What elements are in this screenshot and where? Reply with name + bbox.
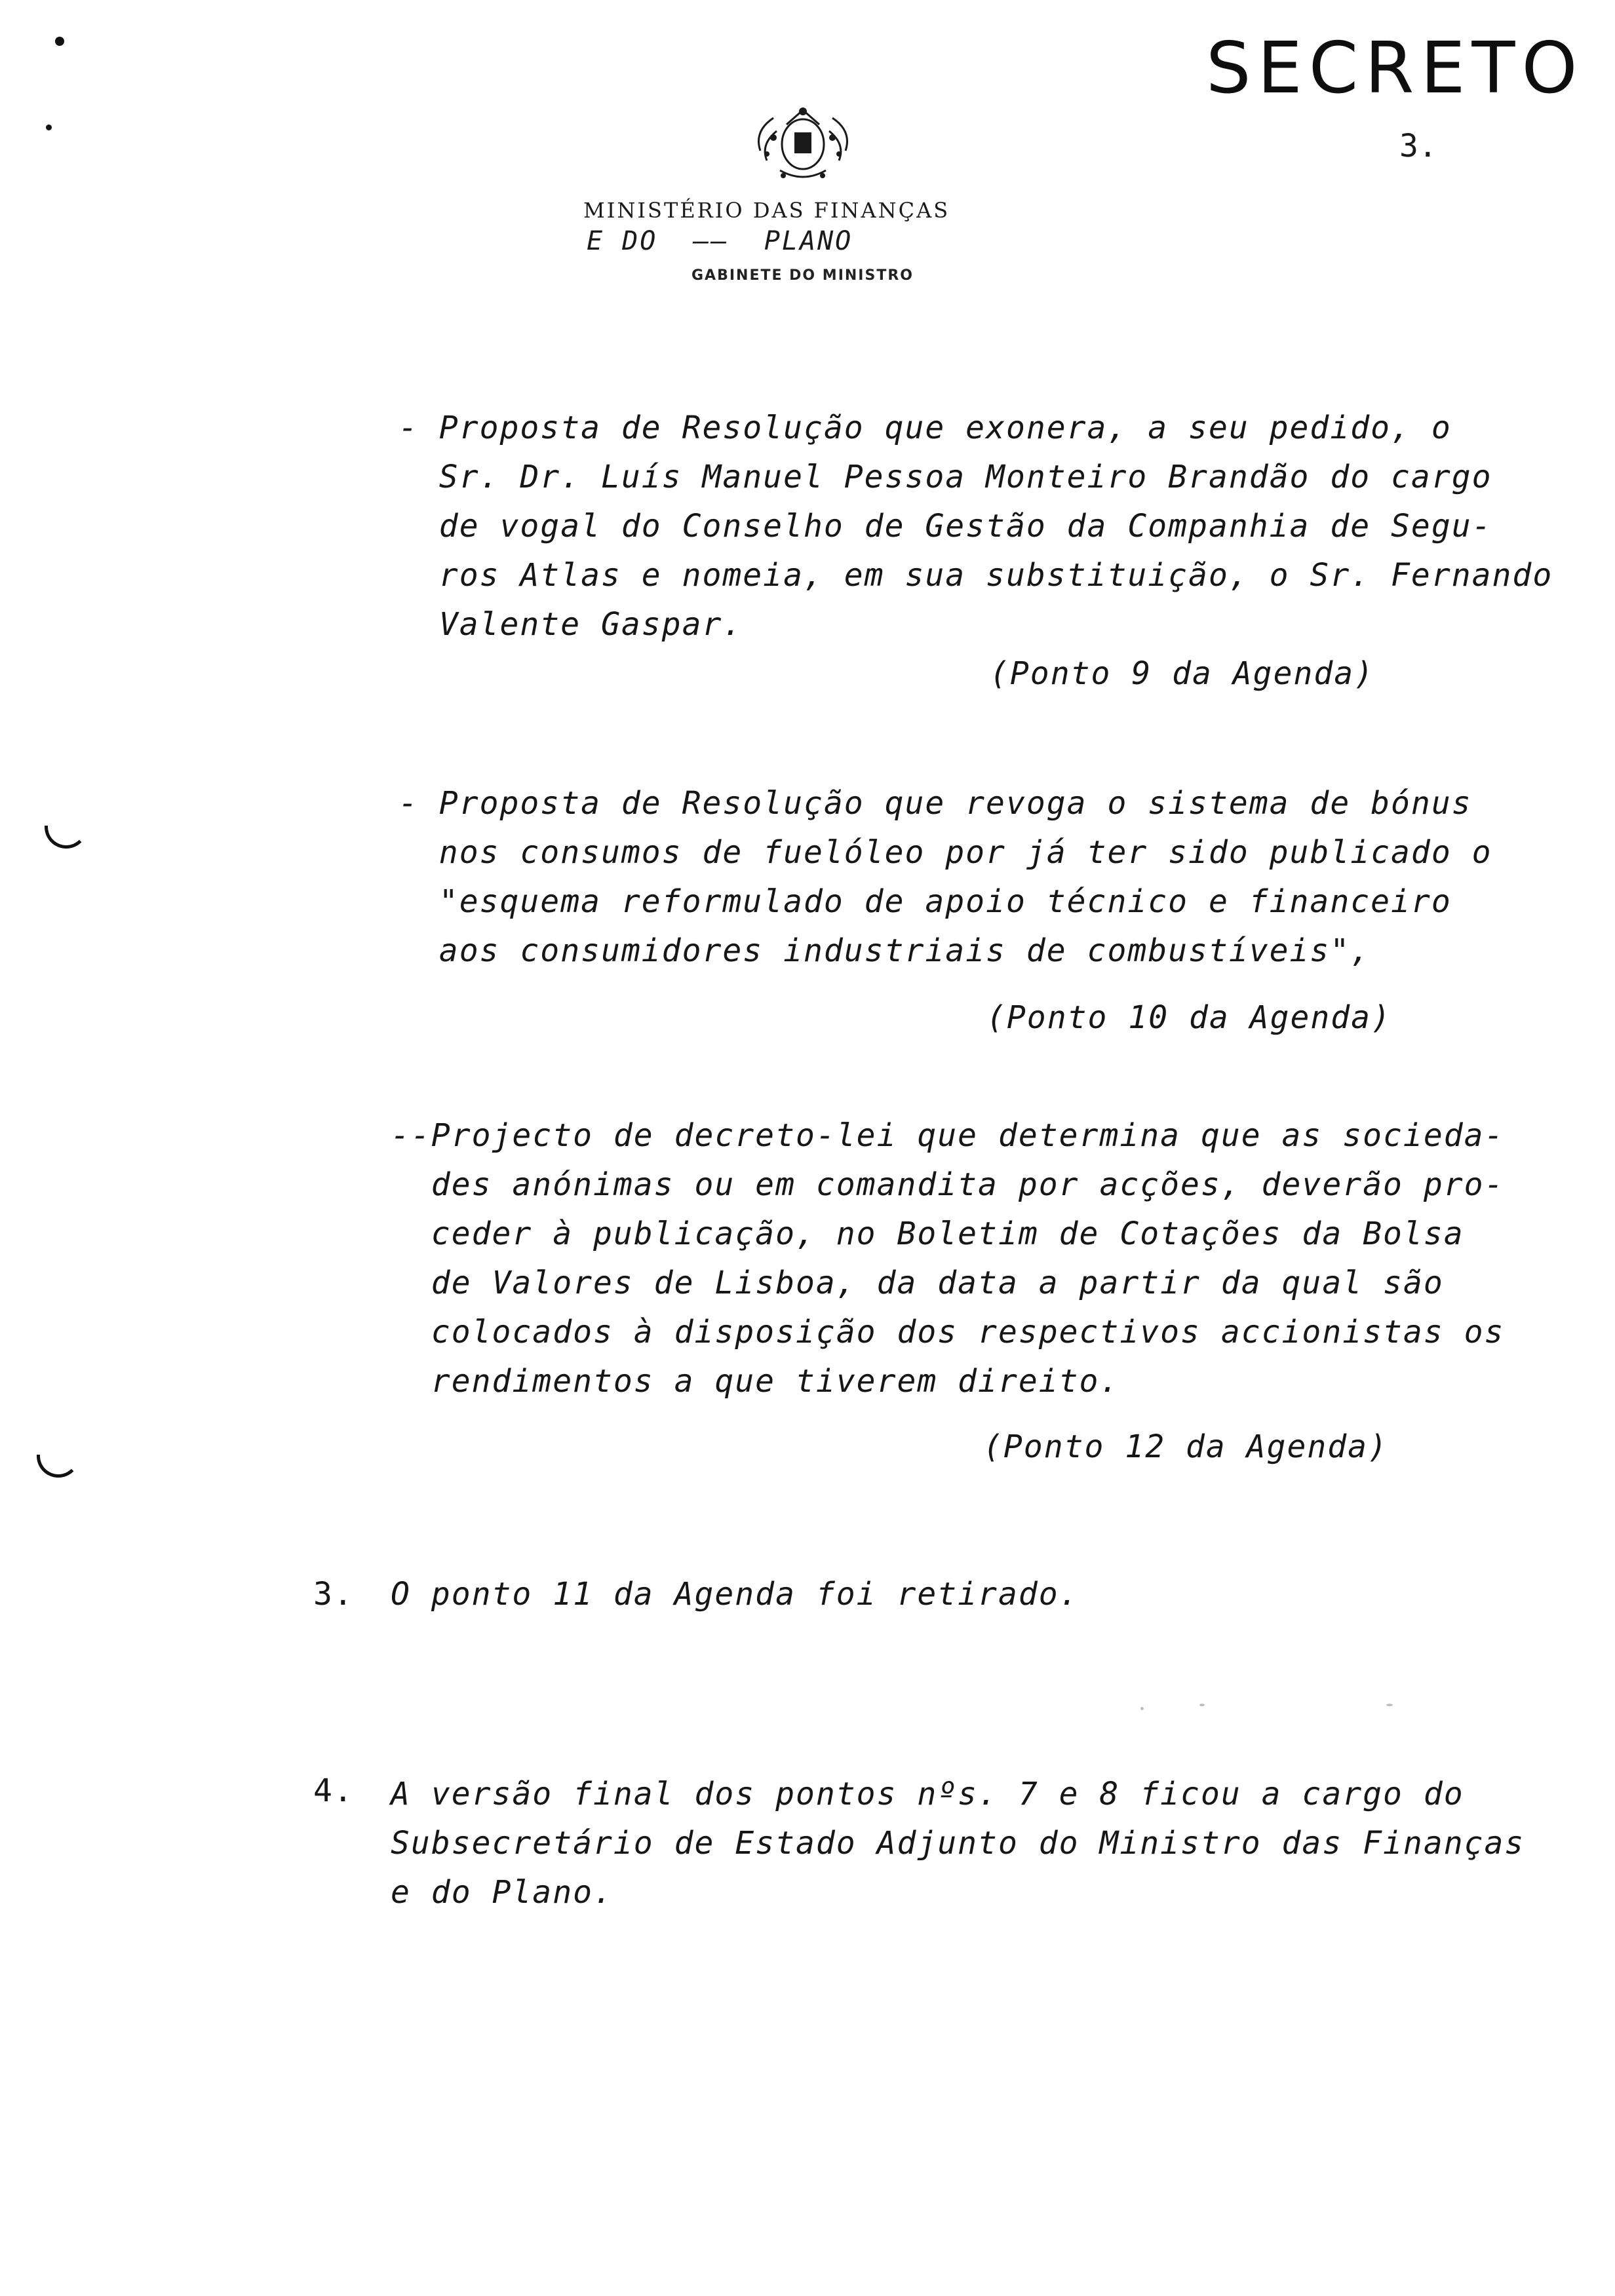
scan-speck xyxy=(1386,1704,1393,1706)
classification-stamp: SECRETO xyxy=(1206,28,1584,109)
item-1-line: de vogal do Conselho de Gestão da Companhia de Segu- xyxy=(399,508,1492,545)
item-2-line: "esquema reformulado de apoio técnico e financeiro xyxy=(399,883,1452,920)
item-1-line: - Proposta de Resolução que exonera, a seu pedido, o xyxy=(399,410,1452,446)
ministry-name: MINISTÉRIO DAS FINANÇAS xyxy=(583,198,950,223)
point-4-line: e do Plano. xyxy=(391,1874,613,1911)
item-2-ref: (Ponto 10 da Agenda) xyxy=(986,999,1391,1036)
item-3-ref: (Ponto 12 da Agenda) xyxy=(983,1428,1388,1465)
item-1-line: Sr. Dr. Luís Manuel Pessoa Monteiro Brandão do cargo xyxy=(399,459,1492,495)
point-4-line: A versão final dos pontos nºs. 7 e 8 ficou a cargo do xyxy=(391,1776,1464,1812)
item-3-line: des anónimas ou em comandita por acções, deverão pro- xyxy=(391,1166,1505,1203)
item-3-line: --Projecto de decreto-lei que determina que as socieda- xyxy=(391,1117,1505,1154)
item-2-line: - Proposta de Resolução que revoga o sistema de bónus xyxy=(399,785,1472,822)
item-2-line: nos consumos de fuelóleo por já ter sido publicado o xyxy=(399,834,1492,871)
point-4-line: Subsecretário de Estado Adjunto do Ministro das Finanças xyxy=(391,1825,1525,1862)
margin-dot xyxy=(46,124,52,130)
point-number: 3. xyxy=(313,1576,354,1613)
item-1-ref: (Ponto 9 da Agenda) xyxy=(990,655,1375,692)
office-name: GABINETE DO MINISTRO xyxy=(691,267,914,284)
punch-mark xyxy=(37,1455,80,1478)
item-1-line: ros Atlas e nomeia, em sua substituição, o Sr. Fernando xyxy=(399,557,1553,594)
point-number: 4. xyxy=(313,1772,354,1809)
margin-dot xyxy=(55,37,64,46)
page-number: 3. xyxy=(1399,128,1437,164)
coat-of-arms-icon xyxy=(747,98,859,187)
item-3-line: rendimentos a que tiverem direito. xyxy=(391,1363,1120,1400)
scan-speck xyxy=(1140,1707,1144,1710)
item-1-line: Valente Gaspar. xyxy=(399,606,743,643)
item-2-line: aos consumidores industriais de combustíveis", xyxy=(399,932,1371,969)
item-3-line: colocados à disposição dos respectivos accionistas os xyxy=(391,1314,1505,1350)
item-3-line: ceder à publicação, no Boletim de Cotações da Bolsa xyxy=(391,1215,1464,1252)
point-3-line: O ponto 11 da Agenda foi retirado. xyxy=(391,1576,1080,1613)
item-3-line: de Valores de Lisboa, da data a partir da qual são xyxy=(391,1265,1444,1301)
ministry-name-line2: E DO —— PLANO xyxy=(587,226,853,256)
punch-mark xyxy=(45,826,88,849)
scan-speck xyxy=(1199,1704,1205,1706)
